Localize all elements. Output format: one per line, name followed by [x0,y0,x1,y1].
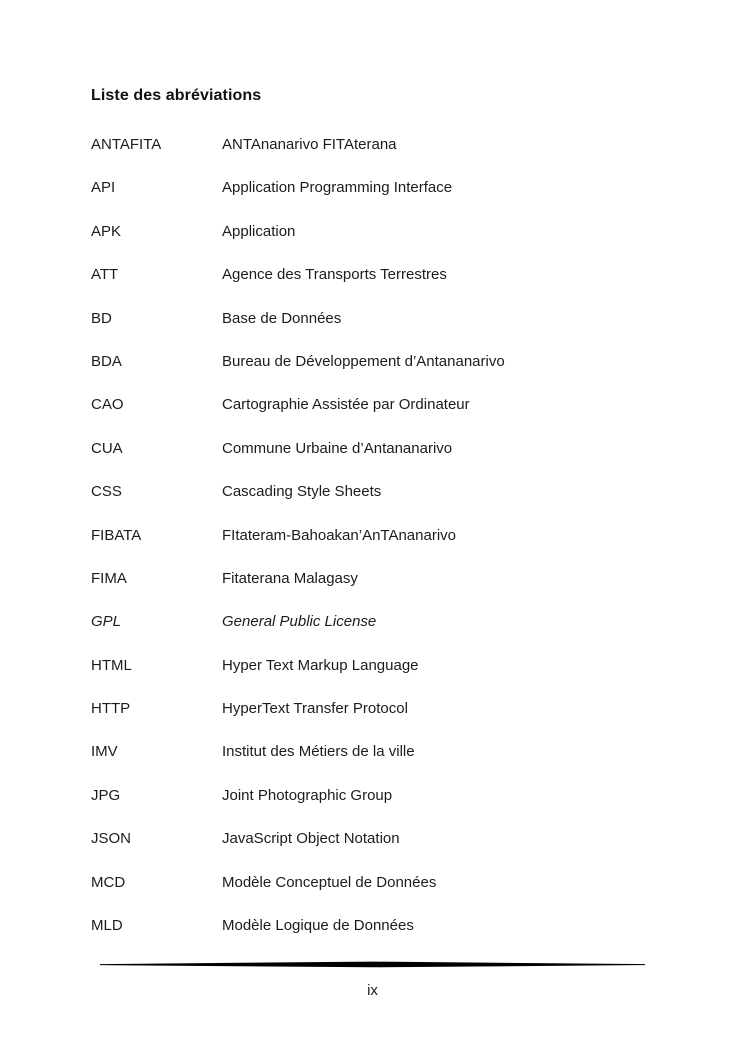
abbreviation-definition: Agence des Transports Terrestres [222,266,447,284]
abbreviation-term: GPL [91,613,122,631]
abbreviation-row [91,830,671,873]
abbreviation-term: CSS [91,483,122,501]
abbreviation-definition: General Public License [222,613,377,631]
page-number: ix [367,982,378,999]
abbreviation-term: ATT [91,266,119,284]
abbreviation-definition: Bureau de Développement d’Antananarivo [222,352,505,370]
abbreviation-definition: Application [222,222,296,240]
abbreviation-definition: HyperText Transfer Protocol [222,700,408,718]
abbreviation-definition: Joint Photographic Group [222,786,393,804]
abbreviation-definition: Hyper Text Markup Language [222,656,419,674]
abbreviation-row [91,613,671,656]
abbreviation-definition: Cartographie Assistée par Ordinateur [222,396,470,414]
abbreviation-definition: FItateram-Bahoakan’AnTAnanarivo [222,526,457,544]
page-title: Liste des abréviations [91,87,262,104]
abbreviation-term: CAO [91,396,124,414]
abbreviation-term: JPG [91,786,121,804]
abbreviation-row [91,700,671,743]
abbreviation-row [91,527,671,570]
abbreviation-definition: Application Programming Interface [222,179,453,197]
abbreviation-term: HTTP [91,700,131,718]
abbreviation-term: CUA [91,439,123,457]
abbreviation-definition: Modèle Conceptuel de Données [222,873,437,891]
abbreviation-definition: Commune Urbaine d’Antananarivo [222,439,453,457]
abbreviation-row [91,743,671,786]
abbreviation-term: HTML [91,656,132,674]
abbreviation-term: ANTAFITA [91,136,162,153]
abbreviation-row [91,136,671,179]
abbreviation-row [91,570,671,613]
abbreviation-row [91,353,671,396]
abbreviation-term: MLD [91,917,123,935]
abbreviation-term: FIMA [91,569,127,587]
abbreviation-row [91,874,671,917]
abbreviation-row [91,483,671,526]
abbreviation-term: MCD [91,873,126,891]
abbreviation-definition: Institut des Métiers de la ville [222,743,415,761]
abbreviation-row [91,310,671,353]
abbreviation-term: BDA [91,352,122,370]
abbreviation-row [91,266,671,309]
abbreviation-row [91,179,671,222]
abbreviation-row [91,440,671,483]
abbreviation-definition: ANTAnanarivo FITAterana [222,136,397,153]
abbreviation-definition: JavaScript Object Notation [222,830,400,848]
abbreviation-term: API [91,179,116,197]
abbreviation-term: IMV [91,743,118,761]
abbreviation-definition: Cascading Style Sheets [222,483,382,501]
abbreviation-row [91,787,671,830]
abbreviation-row [91,223,671,266]
abbreviation-definition: Fitaterana Malagasy [222,569,358,587]
abbreviation-row [91,396,671,439]
abbreviation-definition: Base de Données [222,309,342,327]
abbreviation-term: FIBATA [91,526,142,544]
abbreviation-term: APK [91,222,122,240]
abbreviation-row [91,657,671,700]
abbreviation-definition: Modèle Logique de Données [222,917,414,935]
abbreviation-row [91,917,671,960]
abbreviation-list [91,136,671,960]
footer-divider-rule [100,961,645,969]
abbreviation-term: BD [91,309,112,327]
abbreviation-term: JSON [91,830,132,848]
